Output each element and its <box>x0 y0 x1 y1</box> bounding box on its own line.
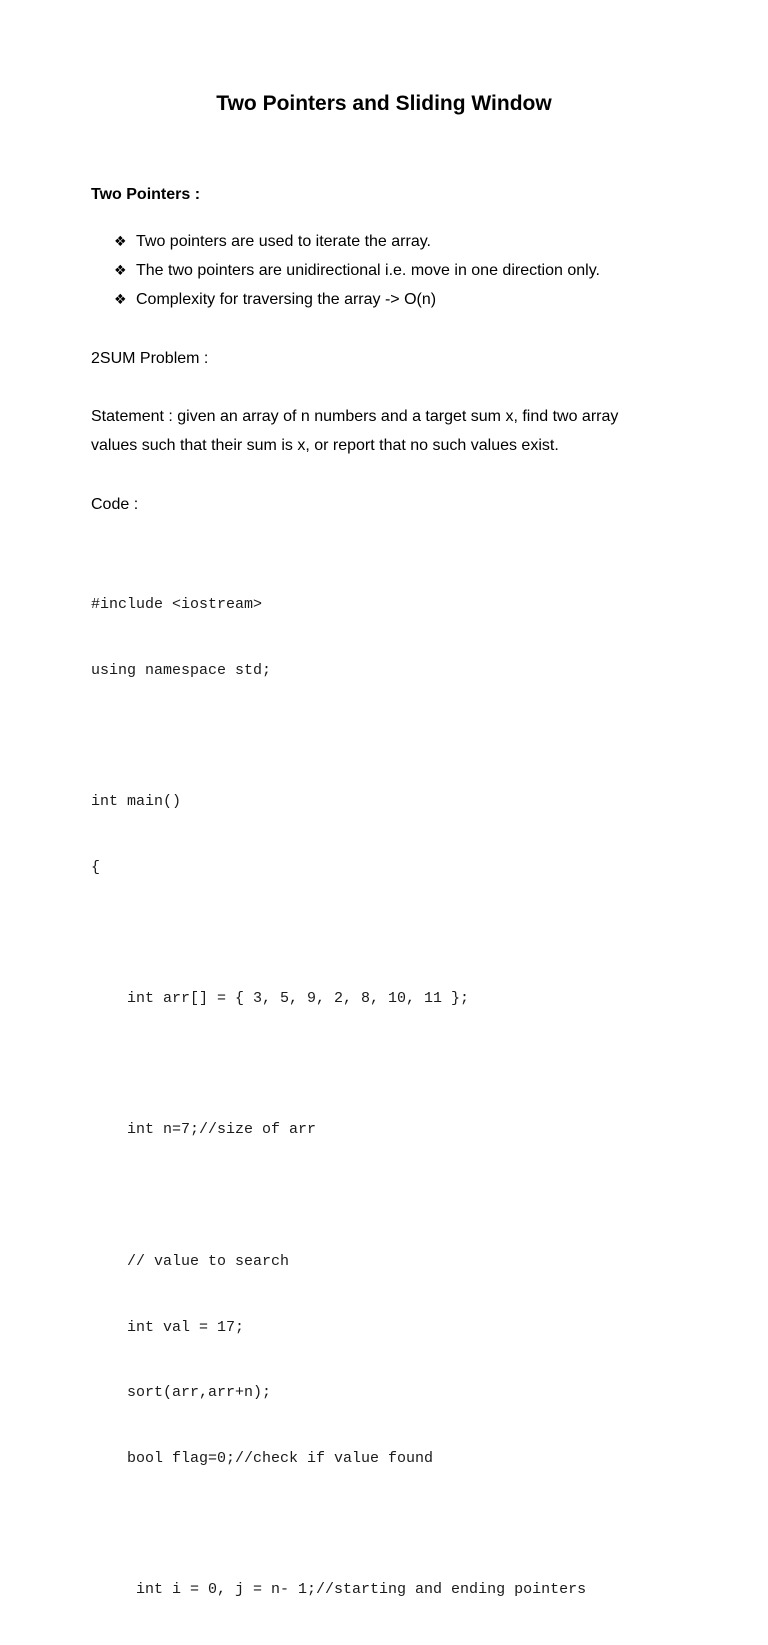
bullet-text: Two pointers are used to iterate the array. <box>136 233 431 250</box>
code-line: using namespace std; <box>91 661 272 679</box>
code-line: int val = 17; <box>91 1318 245 1336</box>
code-line <box>91 1514 586 1536</box>
code-line <box>91 1185 586 1207</box>
code-line: bool flag=0;//check if value found <box>91 1449 434 1467</box>
problem-statement-line-2: values such that their sum is x, or report that no such values exist. <box>91 437 559 454</box>
bullet-item <box>114 232 600 261</box>
section-heading-two-pointers: Two Pointers : <box>91 186 201 203</box>
code-line <box>91 922 586 944</box>
document-title: Two Pointers and Sliding Window <box>216 92 552 115</box>
bullet-item <box>114 261 600 290</box>
code-line: int n=7;//size of arr <box>91 1121 317 1139</box>
problem-statement-line-1: Statement : given an array of n numbers and a target sum x, find two array <box>91 408 619 425</box>
diamond-bullet-icon: ❖ <box>114 234 127 250</box>
code-block <box>91 550 586 1645</box>
diamond-bullet-icon: ❖ <box>114 263 127 279</box>
diamond-bullet-icon: ❖ <box>114 292 127 308</box>
bullet-list <box>114 232 600 319</box>
code-line: int main() <box>91 792 182 810</box>
code-line <box>91 1054 586 1076</box>
code-line: #include <iostream> <box>91 595 263 613</box>
code-line <box>91 725 586 747</box>
bullet-item <box>114 290 600 319</box>
problem-heading: 2SUM Problem : <box>91 350 209 367</box>
bullet-text: Complexity for traversing the array -> O(n) <box>136 291 437 308</box>
code-line: int arr[] = { 3, 5, 9, 2, 8, 10, 11 }; <box>91 990 470 1008</box>
code-line: // value to search <box>91 1252 290 1270</box>
code-line: sort(arr,arr+n); <box>91 1384 272 1402</box>
code-label: Code : <box>91 496 139 513</box>
code-line: { <box>91 858 101 876</box>
bullet-text: The two pointers are unidirectional i.e. move in one direction only. <box>136 262 600 279</box>
code-line: int i = 0, j = n- 1;//starting and ending pointers <box>91 1581 587 1599</box>
